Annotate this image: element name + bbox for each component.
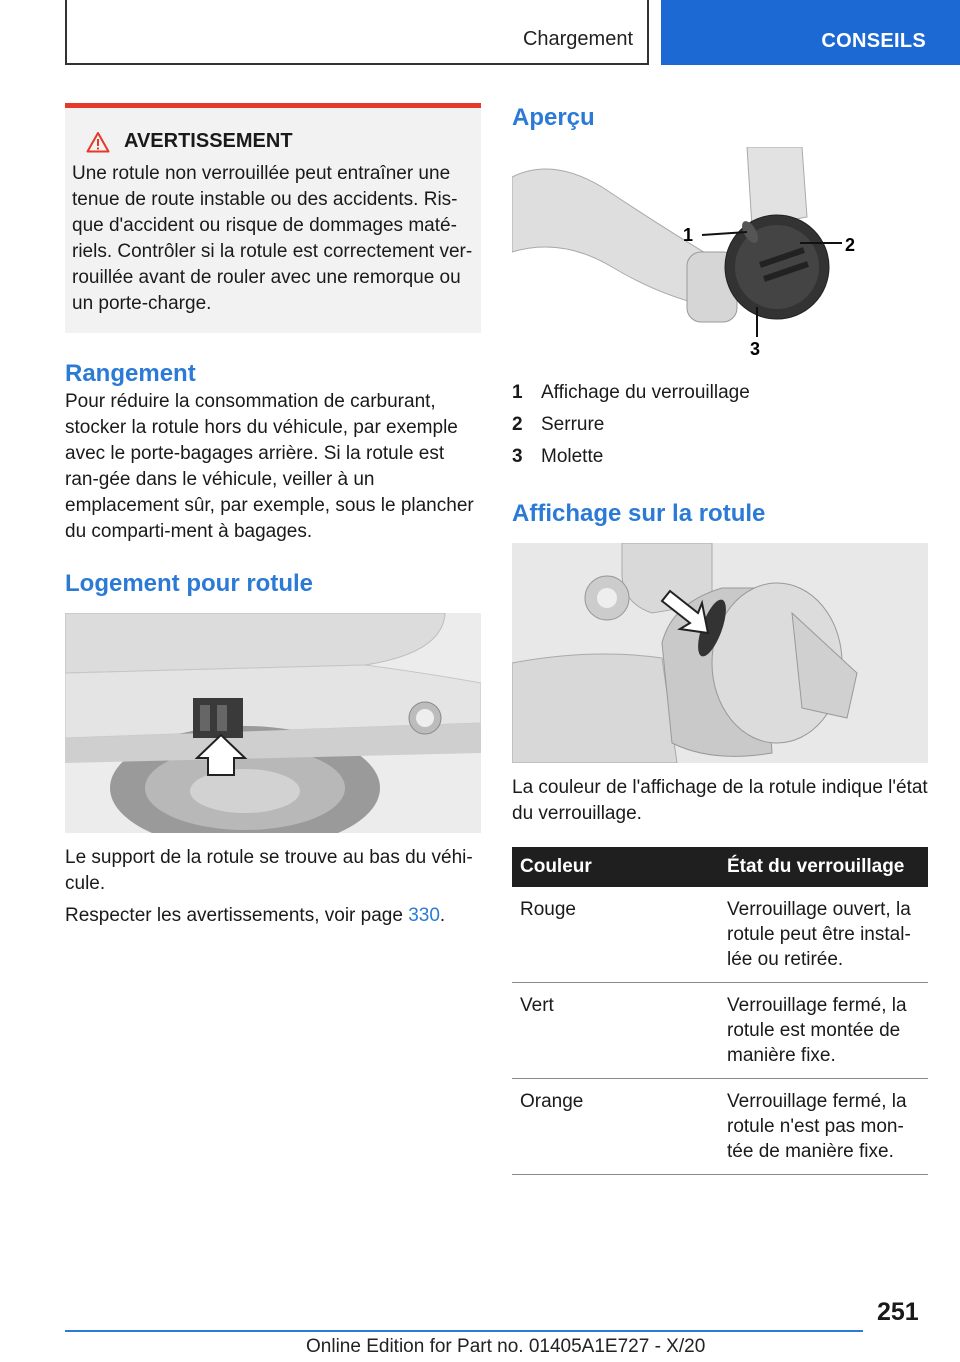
rangement-text: Pour réduire la consommation de carburant, stocker la rotule hors du véhicule, par exemple avec le porte-bagages arrière. Si la rotule est ran-gée dans le véhicule, veiller à un emplacement sûr, par exemple, sous le plancher du comparti-ment à bagages. xyxy=(65,391,474,542)
section-tab xyxy=(661,0,960,65)
table-header-row xyxy=(512,847,928,887)
chapter-title: Chargement xyxy=(522,28,633,50)
list-item: 1 Affichage du verrouillage xyxy=(512,382,750,403)
lock-indicator-illustration xyxy=(512,543,928,763)
callout-2: 2 xyxy=(845,235,856,255)
logement-text: Le support de la rotule se trouve au bas du véhi-cule. xyxy=(65,847,473,894)
warning-triangle-icon xyxy=(86,131,110,153)
affichage-heading: Affichage sur la rotule xyxy=(512,500,766,527)
affichage-text: La couleur de l'affichage de la rotule indique l'état du verrouillage. xyxy=(512,777,928,824)
rangement-heading: Rangement xyxy=(65,360,196,387)
warning-title xyxy=(86,130,473,153)
left-column xyxy=(65,103,481,929)
footer-edition: Online Edition for Part no. 01405A1E727 - X/20 xyxy=(306,1336,706,1357)
table-header-status: État du verrouillage xyxy=(719,847,928,887)
reference-prefix: Respecter les avertissements, voir page xyxy=(65,905,409,926)
list-item: 3 Molette xyxy=(512,446,604,467)
logement-heading: Logement pour rotule xyxy=(65,570,313,597)
footer-divider xyxy=(65,1330,863,1332)
hitch-receiver-illustration xyxy=(65,613,481,833)
list-item: 2 Serrure xyxy=(512,414,605,435)
reference-suffix: . xyxy=(439,905,446,926)
right-column xyxy=(512,103,928,1175)
lock-status-table xyxy=(512,847,928,1175)
table-row: Rouge Verrouillage ouvert, la rotule peut être instal-lée ou retirée. xyxy=(512,887,928,983)
warning-title-text: AVERTISSEMENT xyxy=(124,130,293,152)
page-number: 251 xyxy=(877,1298,919,1326)
section-title: CONSEILS xyxy=(821,30,926,52)
warning-text: Une rotule non verrouillée peut entraîner une tenue de route instable ou des accidents. Ris-que d'accident ou risque de dommages maté-riels. Contrôler si la rotule est correctement ver-rouillée avant de rouler avec une remorque ou un porte-charge. xyxy=(72,163,473,314)
table-row: Vert Verrouillage fermé, la rotule est montée de manière fixe. xyxy=(512,983,928,1079)
table-header-color: Couleur xyxy=(512,847,719,887)
table-row: Orange Verrouillage fermé, la rotule n'est pas mon-tée de manière fixe. xyxy=(512,1079,928,1175)
apercu-heading: Aperçu xyxy=(512,104,595,131)
callout-1: 1 xyxy=(683,225,694,245)
apercu-legend xyxy=(512,377,928,473)
tow-ball-overview-illustration xyxy=(512,147,928,367)
logement-reference xyxy=(65,903,481,929)
chapter-tab xyxy=(65,0,649,65)
callout-3: 3 xyxy=(750,339,761,359)
page-reference-link[interactable]: 330 xyxy=(408,905,440,926)
warning-box xyxy=(65,103,481,333)
